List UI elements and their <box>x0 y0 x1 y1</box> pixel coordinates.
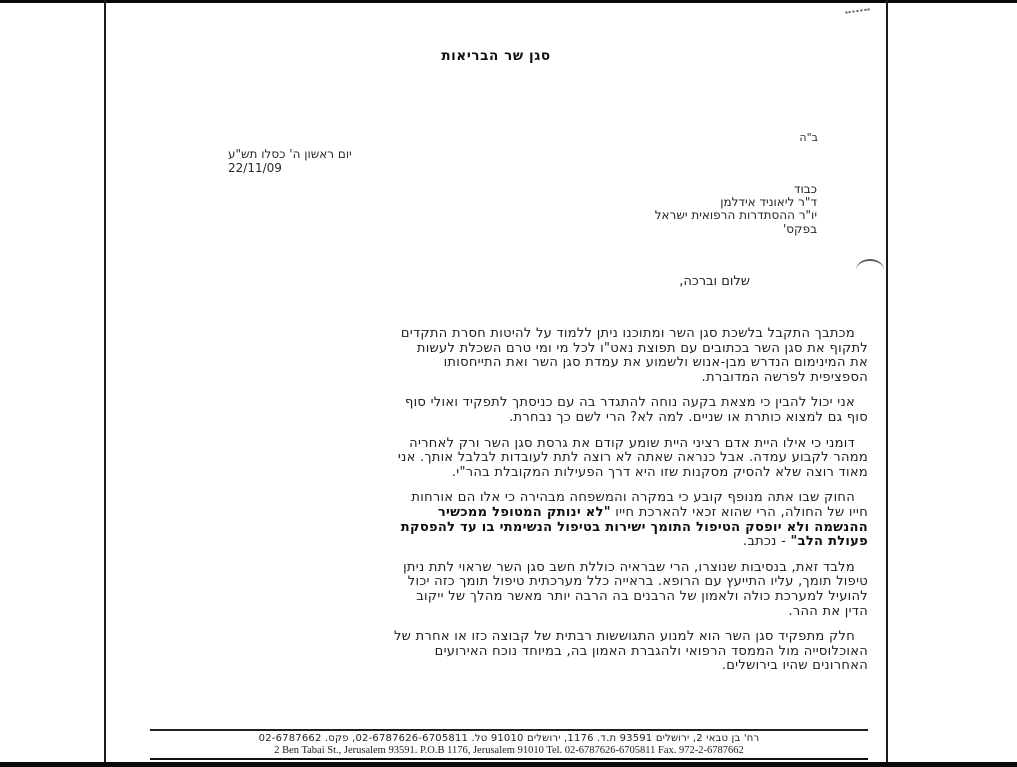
paragraph-line <box>205 506 868 521</box>
text-segment: מלבד זאת, בנסיבות שנוצרו, הרי שבראיה כוללת חשב סגן השר שראוי לתת ניתן <box>403 559 855 575</box>
paragraph-line <box>205 466 868 481</box>
paragraph-line <box>205 521 868 536</box>
paragraph <box>205 561 868 619</box>
letterhead-footer <box>150 729 868 760</box>
paragraph <box>205 630 868 674</box>
paragraph-line <box>205 411 868 426</box>
recipient-line: כבוד <box>793 182 817 196</box>
text-segment: אני יכול להבין כי מצאת בקעה נוחה להתגדר בה עם כניסתך לתפקיד ואולי סוף <box>404 395 855 411</box>
recipient-line: ד"ר ליאוניד אידלמן <box>720 195 817 210</box>
paragraph-line <box>205 535 868 550</box>
scan-artifact-arc <box>856 259 884 270</box>
paragraph-line <box>205 659 868 674</box>
scan-artifact-mark <box>844 1 869 13</box>
text-segment: הספציפית לפרשה המדוברת. <box>701 369 868 385</box>
text-segment: לתקוף את סגן השר בכתובים עם תפוצת נאט"ו לכל מי ומי טרם השכלת לעשות <box>416 340 868 356</box>
text-segment: חייו של החולה, הרי שהוא זכאי להארכת חייו <box>610 504 868 520</box>
hebrew-date: יום ראשון ה' כסלו תש"ע <box>228 147 352 161</box>
paragraph-line <box>205 342 868 357</box>
text-segment: חלק מתפקיד סגן השר הוא למנוע התגוששות רבתית של קבוצה כזו או אחרת של <box>393 629 855 645</box>
recipient-line: בפקס' <box>782 221 817 236</box>
text-segment: האחרונים שהיו בירושלים. <box>721 658 868 674</box>
paragraph-line <box>205 575 868 590</box>
paragraph-line <box>205 451 868 466</box>
footer-address-hebrew: רח' בן טבאי 2, ירושלים 93591 ת.ד. 1176, ירושלים 91010 טל. 02-6787626-6705811, פקס. 02-6787662 <box>258 733 760 744</box>
text-segment: - נכתב. <box>742 534 791 550</box>
text-segment: טיפול תומך, עליו התייעץ עם הרופא. בראייה כלל מערכתית טיפול תומך כזה יכול <box>407 574 868 590</box>
paragraph <box>205 491 868 549</box>
paragraph-line <box>205 327 868 342</box>
text-segment: החוק שבו אתה מנופף קובע כי במקרה והמשפחה מבהירה כי אלו הם אורחות <box>411 490 855 506</box>
text-segment: ממהר לקבוע עמדה. אבל כנראה שאתה לא רוצה לתת לעובדות לבלבל אותך. אני <box>397 450 868 466</box>
text-segment: סוף גם למצוא כותרת או שניים. למה לא? הרי לשם כך נבחרת. <box>509 409 868 425</box>
letterhead-title: סגן שר הבריאות <box>441 48 551 64</box>
paragraph-line <box>205 356 868 371</box>
text-segment: ההנשמה ולא יופסק הטיפול התומך ישירות בטיפול הנשימתי בו עד להפסקת <box>400 519 868 535</box>
greeting: שלום וברכה, <box>679 274 750 289</box>
text-segment: "לא ינותק המטופל ממכשיר <box>437 504 611 520</box>
text-segment: הדין את ההר. <box>788 603 868 619</box>
paragraph <box>205 396 868 425</box>
text-segment: האוכלוסייה מול הממסד הרפואי ולהגברת האמון בה, במיוחד נוכח האירועים <box>434 643 868 659</box>
text-segment: להועיל למערכת כולה ולאמון של הרבנים בה הרבה יותר מאשר מהלך של ייקוב <box>416 588 868 604</box>
numeric-date: 22/11/09 <box>228 161 282 175</box>
text-segment: את המינימום הנדרש מבן-אנוש ולשמוע את עמדת סגן השר ואת התייחסותו <box>443 355 868 371</box>
paragraph <box>205 327 868 385</box>
letter-body <box>205 327 868 685</box>
paragraph-line <box>205 630 868 645</box>
paragraph-line <box>205 371 868 386</box>
paragraph-line <box>205 605 868 620</box>
paragraph-line <box>205 561 868 576</box>
paragraph-line <box>205 396 868 411</box>
scan-bottom-bar <box>0 762 1017 767</box>
text-segment: פעולת הלב" <box>790 534 868 550</box>
date-block <box>228 147 352 175</box>
footer-address-english: 2 Ben Tabai St., Jerusalem 93591. P.O.B 1176, Jerusalem 91010 Tel. 02-6787626-6705811 Fax. 972-2-6787662 <box>274 745 744 756</box>
paragraph-line <box>205 590 868 605</box>
text-segment: מאוד רוצה שלא להסיק מסקנות שזו היא דרך הפעילות המקובלת בהר"י. <box>451 464 868 480</box>
paragraph <box>205 437 868 481</box>
bh-mark: ב"ה <box>799 131 818 144</box>
paragraph-line <box>205 437 868 452</box>
text-segment: מכתבך התקבל בלשכת סגן השר ומתוכנו ניתן ללמוד על להיטות חסרת התקדים <box>400 326 855 341</box>
page-right-border <box>886 0 888 767</box>
page-left-border <box>104 0 106 767</box>
text-segment: דומני כי אילו היית אדם רציני היית שומע קודם את גרסת סגן השר ורק לאחריה <box>409 435 855 451</box>
paragraph-line <box>205 491 868 506</box>
paragraph-line <box>205 645 868 660</box>
recipient-line: יו"ר ההסתדרות הרפואית ישראל <box>654 208 817 223</box>
recipient-block <box>655 183 817 236</box>
